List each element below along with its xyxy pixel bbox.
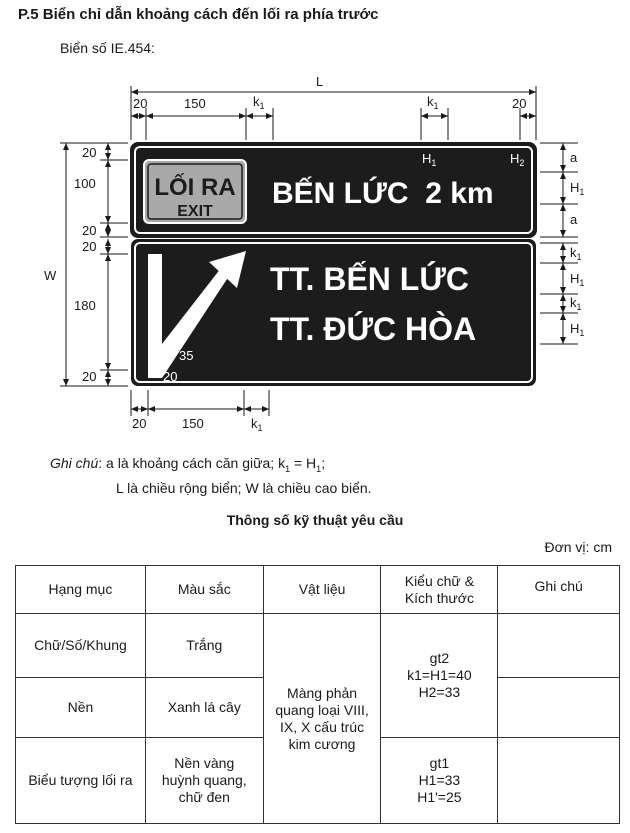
destination-2: TT. ĐỨC HÒA bbox=[270, 311, 477, 347]
font-cell-1: gt2 k1=H1=40 H2=33 bbox=[381, 614, 498, 738]
note-cell bbox=[498, 678, 620, 738]
header-cell: Hạng mục bbox=[16, 566, 146, 614]
item-cell: Chữ/Số/Khung bbox=[16, 614, 146, 678]
svg-text:k1: $k_1$ bbox=[570, 245, 582, 262]
svg-text:20: 20 bbox=[82, 223, 97, 238]
material-cell: Màng phản quang loại VIII, IX, X cấu trúc kim cương bbox=[263, 614, 381, 824]
dim-W: W bbox=[44, 268, 57, 283]
svg-text:20: 20 bbox=[82, 369, 97, 384]
note-line-1: Ghi chú: a là khoảng cách căn giữa; $k_1 = H_1$; bbox=[50, 455, 326, 474]
specs-title: Thông số kỹ thuật yêu cầu bbox=[226, 512, 404, 528]
svg-text:20: 20 bbox=[132, 416, 147, 431]
header-cell: Kiểu chữ & Kích thước bbox=[381, 566, 498, 614]
svg-text:a: a bbox=[570, 150, 578, 165]
svg-text:100: 100 bbox=[74, 176, 96, 191]
arrow-dim-35: 35 bbox=[179, 348, 194, 363]
svg-text:H1: $H_1$ bbox=[422, 151, 437, 168]
exit-line2: EXIT bbox=[177, 203, 213, 220]
svg-text:20: 20 bbox=[512, 96, 527, 111]
header-cell: Ghi chú bbox=[498, 566, 620, 614]
svg-text:k1: $k_1$ bbox=[253, 94, 265, 111]
note-cell bbox=[498, 738, 620, 824]
font-cell-2: gt1 H1=33 H1'=25 bbox=[381, 738, 498, 824]
table-row bbox=[16, 614, 620, 678]
svg-text:H1: $H_1$ bbox=[570, 180, 585, 197]
svg-text:H2: $H_2$ bbox=[510, 151, 525, 168]
item-cell: Biểu tượng lối ra bbox=[16, 738, 146, 824]
header-cell: Màu sắc bbox=[145, 566, 263, 614]
note-cell bbox=[498, 614, 620, 678]
svg-text:k1: $k_1$ bbox=[251, 416, 263, 433]
sign-top-text: BẾN LỨC 2 km bbox=[272, 177, 494, 210]
svg-text:a: a bbox=[570, 212, 578, 227]
unit-label: Đơn vị: cm bbox=[544, 539, 612, 555]
color-cell: Trắng bbox=[145, 614, 263, 678]
dim-L: L bbox=[316, 74, 324, 89]
svg-text:180: 180 bbox=[74, 298, 96, 313]
svg-text:150: 150 bbox=[184, 96, 206, 111]
svg-text:20: 20 bbox=[133, 96, 148, 111]
color-cell: Xanh lá cây bbox=[145, 678, 263, 738]
exit-line1: LỐI RA bbox=[154, 174, 236, 201]
svg-text:150: 150 bbox=[182, 416, 204, 431]
section-heading: P.5 Biển chỉ dẫn khoảng cách đến lối ra phía trước bbox=[18, 6, 379, 23]
sign-code: Biển số IE.454: bbox=[60, 40, 155, 56]
note-line-2: L là chiều rộng biển; W là chiều cao biển. bbox=[116, 480, 372, 496]
destination-1: TT. BẾN LỨC bbox=[270, 261, 469, 297]
svg-text:20: 20 bbox=[82, 145, 97, 160]
header-cell: Vật liệu bbox=[263, 566, 381, 614]
arrow-dim-20: 20 bbox=[163, 369, 178, 384]
svg-text:k1: $k_1$ bbox=[570, 295, 582, 312]
svg-text:20: 20 bbox=[82, 239, 97, 254]
svg-text:H1: $H_1$ bbox=[570, 321, 585, 338]
table-header-row bbox=[16, 566, 620, 614]
svg-text:H1: $H_1$ bbox=[570, 271, 585, 288]
color-cell: Nền vàng huỳnh quang, chữ đen bbox=[145, 738, 263, 824]
svg-text:k1: $k_1$ bbox=[427, 94, 439, 111]
specs-table bbox=[15, 565, 620, 824]
item-cell: Nền bbox=[16, 678, 146, 738]
